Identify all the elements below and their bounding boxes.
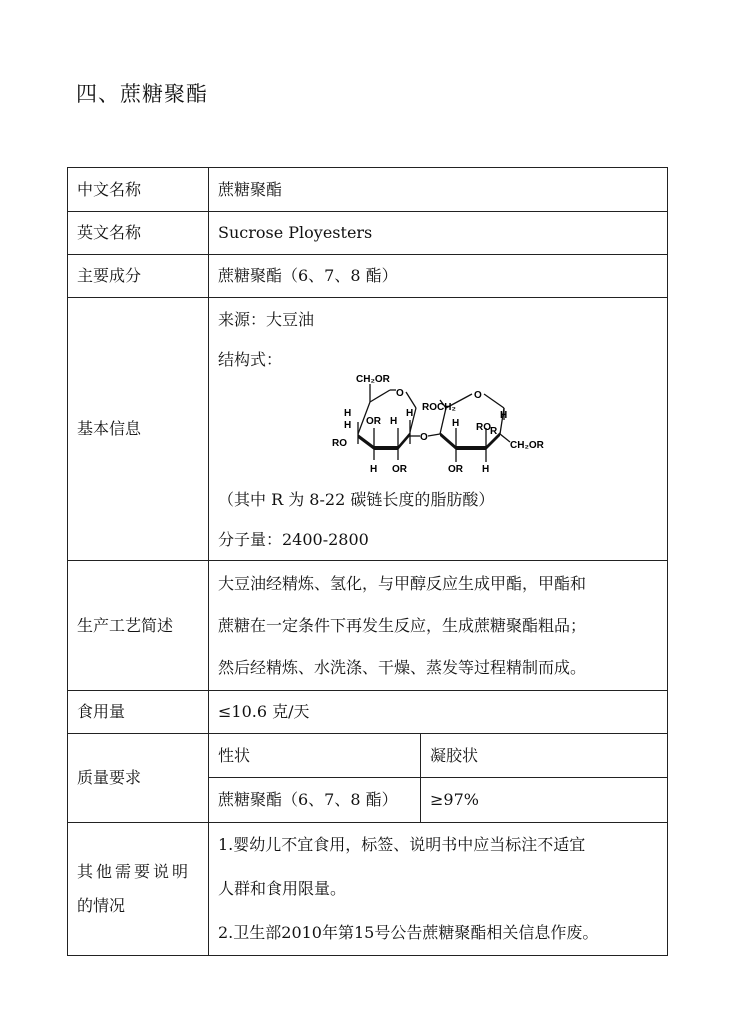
struct-h1: H [344,408,352,419]
notes-label-line-2: 的情况 [77,896,126,915]
en-name-label: 英文名称 [68,212,209,255]
struct-ch2or-top: CH₂OR [356,374,390,385]
struct-or2: OR [392,464,407,475]
cn-name-value: 蔗糖聚酯 [209,168,668,212]
struct-o2: O [474,390,482,401]
process-value [209,561,668,691]
notes-label-line-1: 其他需要说明 [77,862,192,881]
struct-ch2or-right: CH₂OR [510,440,544,451]
source-text: 来源：大豆油 [218,310,315,329]
structure-label: 结构式： [218,350,283,369]
component-value: 蔗糖聚酯（6、7、8 酯） [209,255,668,298]
row-process [68,561,668,691]
quality-item-name-1: 性状 [209,734,421,778]
quality-item-value-2: ≥97% [421,778,668,823]
basic-info-label: 基本信息 [68,298,209,561]
cn-name-label: 中文名称 [68,168,209,212]
quality-item-name-2: 蔗糖聚酯（6、7、8 酯） [209,778,421,823]
struct-h8: H [482,464,490,475]
row-component [68,255,668,298]
struct-roch2: ROCH₂ [422,402,456,413]
notes-line-1: 1.婴幼儿不宜食用，标签、说明书中应当标注不适宜 [218,835,586,854]
process-line-3: 然后经精炼、水洗涤、干燥、蒸发等过程精制而成。 [218,657,587,677]
row-basic-info [68,298,668,561]
process-line-1: 大豆油经精炼、氢化，与甲醇反应生成甲酯，甲酯和 [218,573,587,593]
molecular-weight: 分子量：2400-2800 [218,530,369,549]
component-label: 主要成分 [68,255,209,298]
dosage-label: 食用量 [68,691,209,734]
row-en-name [68,212,668,255]
struct-r1: R [490,426,498,437]
row-dosage [68,691,668,734]
struct-ro2: RO [476,422,491,433]
r-note: （其中 R 为 8-22 碳链长度的脂肪酸） [218,490,495,509]
structure-formula [218,374,667,480]
notes-line-2: 人群和食用限量。 [218,879,347,898]
struct-h7: H [500,410,508,421]
info-table [67,167,668,956]
row-cn-name [68,168,668,212]
sucrose-structure-diagram [328,372,558,480]
struct-h2: H [344,420,352,431]
struct-h5: H [370,464,378,475]
notes-label [68,823,209,956]
process-label: 生产工艺简述 [68,561,209,691]
notes-value [209,823,668,956]
notes-line-3: 2.卫生部2010年第15号公告蔗糖聚酯相关信息作废。 [218,923,599,942]
struct-ro1: RO [332,438,347,449]
struct-or3: OR [448,464,463,475]
page-heading: 四、蔗糖聚酯 [76,82,208,106]
basic-info-value [209,298,668,561]
dosage-value: ≤10.6 克/天 [209,691,668,734]
quality-item-value-1: 凝胶状 [421,734,668,778]
struct-h3: H [406,408,414,419]
struct-o1: O [396,388,404,399]
row-quality-1 [68,734,668,778]
en-name-value: Sucrose Ployesters [209,212,668,255]
struct-h6: H [452,418,460,429]
struct-h4: H [390,416,398,427]
struct-o-link: O [420,432,428,443]
process-line-2: 蔗糖在一定条件下再发生反应，生成蔗糖聚酯粗品； [218,615,587,635]
row-notes [68,823,668,956]
quality-label: 质量要求 [68,734,209,823]
struct-or1: OR [366,416,381,427]
